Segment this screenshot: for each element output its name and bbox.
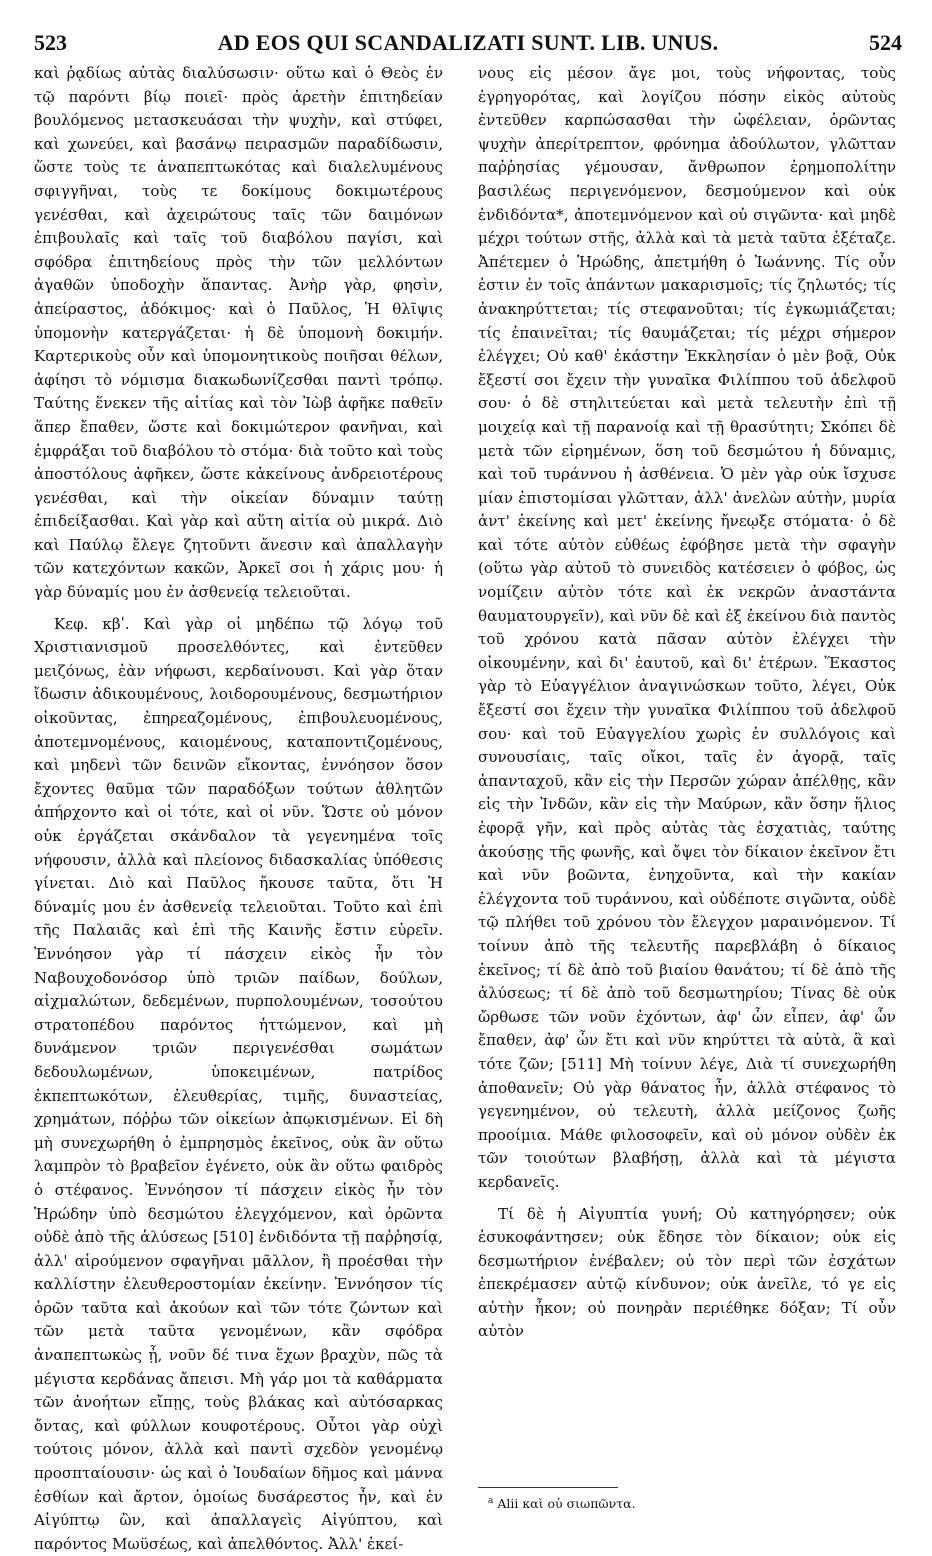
running-title: AD EOS QUI SCANDALIZATI SUNT. LIB. UNUS. (217, 30, 719, 55)
paragraph: Κεφ. κβʹ. Καὶ γὰρ οἱ μηδέπω τῷ λόγῳ τοῦ Χριστιανισμοῦ προσελθόντες, καὶ ἐντεῦθεν μειζόνως, ἐὰν νήφωσι, κερδαίνουσι. Καὶ γὰρ ὅταν ἴδωσιν ἀδικουμένους, λοιδορουμένους, δεσμωτήριον οἰκοῦντας, ἐπηρεαζομένους, ἐπιβουλευομένους, ἀποτεμνομένους, καιομένους, καταποντιζομένους, καὶ μηδενὶ τῶν δεινῶν εἴκοντας, ἐννόησον ὅσον ἔχοντες θαῦμα τῶν παραδόξων τούτων ἀθλητῶν ἀπήρχοντο καὶ οἱ τότε, καὶ οἱ νῦν. Ὥστε οὐ μόνον οὐκ ἐργάζεται σκάνδαλον τὰ γεγενημένα τοῖς νήφουσιν, ἀλλὰ καὶ πλείονος διδασκαλίας ὑπόθεσις γίνεται. Διὸ καὶ Παῦλος ἤκουσε ταῦτα, ὅτι Ἡ δύναμίς μου ἐν ἀσθενείᾳ τελειοῦται. Τοῦτο καὶ ἐπὶ τῆς Παλαιᾶς καὶ ἐπὶ τῆς Καινῆς ἔστιν εὑρεῖν. Ἐννόησον γὰρ τί πάσχειν εἰκὸς ἦν τὸν Ναβουχοδονόσορ ὑπὸ τριῶν παίδων, δούλων, αἰχμαλώτων, δεδεμένων, πυρπολουμένων, τοσούτου στρατοπέδου παρόντος ἡττώμενον, καὶ μὴ δυνάμενον τριῶν περιγενέσθαι σωμάτων δεδουλωμένων, ὑποκειμένων, πατρίδος ἐκπεπτωκότων, ἐλευθερίας, τιμῆς, δυναστείας, χρημάτων, πόῤῥω τῶν οἰκείων ἀπῳκισμένων. Εἰ δὴ μὴ συνεχωρήθη ὁ ἐμπρησμὸς ἐκεῖνος, οὐκ ἂν οὕτω λαμπρὸν τὸ βραβεῖον ἐγένετο, οὐκ ἂν οὕτω φαιδρὸς ὁ στέφανος. Ἐννόησον τί πάσχειν εἰκὸς ἦν τὸν Ἡρώδην ὑπὸ δεσμώτου ἐλεγχόμενον, καὶ ὁρῶντα οὐδὲ ἀπὸ τῆς ἁλύσεως [510] ἐνδιδόντα τῇ παῤῥησίᾳ, ἀλλ' αἱρούμενον σφαγῆναι μᾶλλον, ἢ προέσθαι τὴν καλλίστην ἐλευθεροστομίαν ἐκείνην. Ἐννόησον τίς ὁρῶν ταῦτα καὶ ἀκούων καὶ τῶν τότε ζώντων καὶ τῶν μετὰ ταῦτα γενομένων, κἂν σφόδρα ἀναπεπτωκὼς ᾖ, νοῦν δέ τινα ἔχων βραχὺν, πῶς τὰ μέγιστα κερδάνας ἄπεισι. Μὴ γάρ μοι τὰ καθάρματα τῶν ἀνοήτων εἴπῃς, τοὺς βλάκας καὶ αὐτόσαρκας ὄντας, καὶ φύλλων κουφοτέρους. Οὗτοι γὰρ οὐχὶ τούτοις μόνον, ἀλλὰ καὶ παντὶ σχεδὸν γενομένῳ προσπταίουσιν· ὡς καὶ ὁ Ἰουδαίων δῆμος καὶ μάννα ἐσθίων καὶ ἄρτον, ὁμοίως δυσάρεστος ἦν, καὶ ἐν Αἰγύπτῳ ὢν, καὶ ἀπαλλαγεὶς Αἰγύπτου, καὶ παρόντος Μωϋσέως, καὶ ἀπελθόντος. Ἀλλ' ἐκεί- (34, 614, 443, 1553)
footnote (488, 1492, 898, 1513)
running-header (34, 30, 902, 58)
footnote-mark: a (488, 1496, 494, 1506)
footnote-text: Alii καὶ οὐ σιωπῶντα. (497, 1496, 636, 1512)
left-column (34, 62, 443, 1553)
page-number-left: 523 (34, 30, 67, 55)
right-column (478, 62, 896, 1487)
footnote-rule (478, 1487, 618, 1488)
page-number-right: 524 (869, 30, 902, 55)
paragraph: Τί δὲ ἡ Αἰγυπτία γυνή; Οὐ κατηγόρησεν; οὐκ ἐσυκοφάντησεν; οὐκ ἔδησε τὸν δίκαιον; οὐκ εἰς δεσμωτήριον ἐνέβαλεν; οὐ τὸν περὶ τῶν ἐσχάτων ἐπεκρέμασεν αὐτῷ κίνδυνον; οὐκ ἀνεῖλε, τό γε εἰς αὐτὴν ἧκον; οὐ πονηρὰν περιέθηκε δόξαν; Τί οὖν αὐτὸν (478, 1204, 896, 1341)
paragraph: νους εἰς μέσον ἄγε μοι, τοὺς νήφοντας, τοὺς ἐγρηγορότας, καὶ λογίζου πόσην εἰκὸς αὐτοὺς ἐντεῦθεν καρπώσασθαι τὴν ὠφέλειαν, ὁρῶντας ψυχὴν ἀπερίτρεπτον, φρόνημα ἀδούλωτον, γλῶτταν παῤῥησίας γέμουσαν, ἄνθρωπον ἐρημοπολίτην βασιλέως περιγενόμενον, δεσμούμενον καὶ οὐκ ἐνδιδόντα*, ἀποτεμνόμενον καὶ οὐ σιγῶντα· καὶ μηδὲ μέχρι τούτων στῆς, ἀλλὰ καὶ τὰ μετὰ ταῦτα ἐξέταζε. Ἀπέτεμεν ὁ Ἡρώδης, ἀπετμήθη ὁ Ἰωάννης. Τίς οὖν ἐστιν ἐν τοῖς ἁπάντων μακαρισμοῖς; τίς ζηλωτός; τίς ἀνακηρύττεται; τίς στεφανοῦται; τίς ἐγκωμιάζεται; τίς ἐπαινεῖται; τίς θαυμάζεται; τίς μέχρι σήμερον ἐλέγχει; Οὐ καθ' ἑκάστην Ἐκκλησίαν ὁ μὲν βοᾷ, Οὐκ ἔξεστί σοι ἔχειν τὴν γυναῖκα Φιλίππου τοῦ ἀδελφοῦ σου· ὁ δὲ στηλιτεύεται καὶ μετὰ τελευτὴν ἐπὶ τῇ μοιχείᾳ καὶ τῇ παρανοίᾳ καὶ τῇ θρασύτητι; Σκόπει δὲ μετὰ τῶν εἰρημένων, ὅση τοῦ δεσμώτου ἡ δύναμις, καὶ τοῦ τυράννου ἡ ἀσθένεια. Ὁ μὲν γὰρ οὐκ ἴσχυσε μίαν ἐπιστομίσαι γλῶτταν, ἀλλ' ἀνελὼν αὐτὴν, μυρία ἀντ' ἐκείνης καὶ μετ' ἐκείνης ἤνεῳξε στόματα· ὁ δὲ καὶ τότε αὐτὸν εὐθέως ἐφόβησε μετὰ τὴν σφαγὴν (οὕτω γὰρ αὐτοῦ τὸ συνειδὸς κατέσειεν ὁ φόβος, ὡς νομίζειν αὐτὸν τότε καὶ ἐκ νεκρῶν ἀναστάντα θαυματουργεῖν), καὶ νῦν δὲ καὶ ἐξ ἐκείνου διὰ παντὸς τοῦ χρόνου κατὰ πᾶσαν αὐτὸν ἐλέγχει τὴν οἰκουμένην, καὶ δι' ἑαυτοῦ, καὶ δι' ἑτέρων. Ἕκαστος γὰρ τὸ Εὐαγγέλιον ἀναγινώσκων τοῦτο, λέγει, Οὐκ ἔξεστί σοι ἔχειν τὴν γυναῖκα Φιλίππου τοῦ ἀδελφοῦ σου· καὶ τοῦ Εὐαγγελίου χωρὶς ἐν συλλόγοις καὶ συνουσίαις, ταῖς οἴκοι, ταῖς ἐν ἀγορᾷ, ταῖς ἁπανταχοῦ, κἂν εἰς τὴν Περσῶν χώραν ἀπέλθῃς, κἂν εἰς τὴν Ἰνδῶν, κἂν εἰς τὴν Μαύρων, κἂν ὅσην ἥλιος ἐφορᾷ γῆν, καὶ πρὸς αὐτὰς τὰς ἐσχατιὰς, ταύτης ἀκούσῃς τῆς φωνῆς, καὶ ὄψει τὸν δίκαιον ἐκεῖνον ἔτι καὶ νῦν βοῶντα, ἐνηχοῦντα, καὶ τὴν κακίαν ἐλέγχοντα τοῦ τυράννου, καὶ οὐδέποτε σιγῶντα, οὐδὲ τῷ πλήθει τοῦ χρόνου τὸν ἔλεγχον μαραινόμενον. Τί τοίνυν ἀπὸ τῆς τελευτῆς παρεβλάβη ὁ δίκαιος ἐκεῖνος; τί δὲ ἀπὸ τοῦ βιαίου θανάτου; τί δὲ ἀπὸ τῆς ἁλύσεως; τί δὲ ἀπὸ τοῦ δεσμωτηρίου; Τίνας δὲ οὐκ ὤρθωσε τῶν νοῦν ἐχόντων, ἀφ' ὧν εἶπεν, ἀφ' ὧν ἔπαθεν, ἀφ' ὧν ἔτι καὶ νῦν κηρύττει τὰ αὐτὰ, ἃ καὶ τότε ζῶν; [511] Μὴ τοίνυν λέγε, Διὰ τί συνεχωρήθη ἀποθανεῖν; Οὐ γὰρ θάνατος ἦν, ἀλλὰ στέφανος τὸ γεγενημένον, οὐ τελευτὴ, ἀλλὰ μείζονος ζωῆς προοίμια. Μάθε φιλοσοφεῖν, καὶ οὐ μόνον οὐδὲν ἐκ τῶν τοιούτων βλαβήσῃ, ἀλλὰ καὶ τὰ μέγιστα κερδανεῖς. (478, 64, 896, 1191)
paragraph: καὶ ῥᾳδίως αὐτὰς διαλύσωσιν· οὕτω καὶ ὁ Θεὸς ἐν τῷ παρόντι βίῳ ποιεῖ· πρὸς ἀρετὴν ἐπιτηδείαν βουλόμενος μετασκευάσαι τὴν ψυχὴν, καὶ στύφει, καὶ χωνεύει, καὶ βασάνῳ πειρασμῶν παραδίδωσιν, ὥστε τοὺς τε ἀναπεπτωκότας καὶ διαλελυμένους σφιγγῆναι, τοὺς τε δοκίμους δοκιμωτέρους γενέσθαι, καὶ ἀχειρώτους ταῖς τῶν δαιμόνων ἐπιβουλαῖς καὶ ταῖς τοῦ διαβόλου παγίσι, καὶ σφόδρα ἐπιτηδείους πρὸς τὴν τῶν μελλόντων ἀγαθῶν ὑποδοχὴν ἅπαντας. Ἀνὴρ γὰρ, φησὶν, ἀπείραστος, ἀδόκιμος· καὶ ὁ Παῦλος, Ἡ θλῖψις ὑπομονὴν κατεργάζεται· ἡ δὲ ὑπομονὴ δοκιμήν. Καρτερικοὺς οὖν καὶ ὑπομονητικοὺς ποιῆσαι θέλων, ἀφίησι τὸ νόμισμα διακωδωνίζεσθαι παντὶ τρόπῳ. Ταύτης ἕνεκεν τῆς αἰτίας καὶ τὸν Ἰὼβ ἀφῆκε παθεῖν ἅπερ ἔπαθεν, ὥστε καὶ δοκιμώτερον φανῆναι, καὶ ἐμφράξαι τοῦ διαβόλου τὸ στόμα· διὰ τοῦτο καὶ τοὺς ἀποστόλους ἀφῆκεν, ὥστε κἀκείνους ἀνδρειοτέρους γενέσθαι, καὶ τὴν οἰκείαν δύναμιν ταύτῃ ἐπιδείξασθαι. Καὶ γὰρ καὶ αὕτη αἰτία οὐ μικρά. Διὸ καὶ Παύλῳ ἔλεγε ζητοῦντι ἄνεσιν καὶ ἀπαλλαγὴν τῶν κατεχόντων κακῶν, Ἀρκεῖ σοι ἡ χάρις μου· ἡ γὰρ δύναμίς μου ἐν ἀσθενείᾳ τελειοῦται. (34, 64, 443, 602)
